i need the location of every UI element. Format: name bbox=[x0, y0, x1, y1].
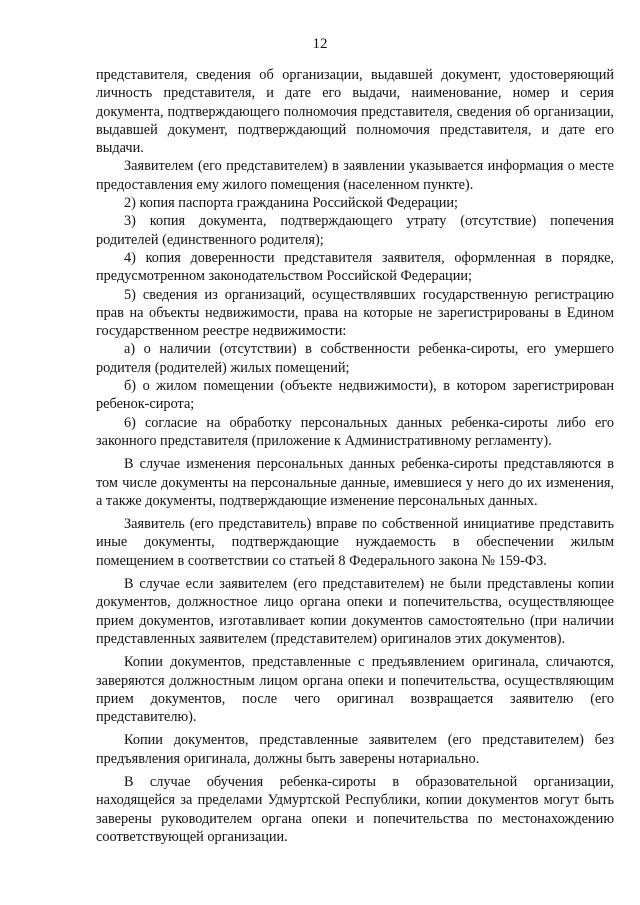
paragraph-representative-info: представителя, сведения об организации, выдавшей документ, удостоверяющий личность представителя, и дате его выдачи, наименование, номер и серия документа, подтверждающего полномочия представителя, сведения об организации, выдавшей документ, подтверждающий полномочия представителя, и дате его выдачи. bbox=[96, 67, 614, 157]
paragraph-item-5b-registration: б) о жилом помещении (объекте недвижимости), в котором зарегистрирован ребенок-сирота; bbox=[96, 378, 614, 413]
paragraph-copies-made-by-official: В случае если заявителем (его представителем) не были представлены копии документов, должностное лицо органа опеки и попечительства, осуществляющее прием документов, изготавливает копии документов самостоятельно (при наличии представленных заявителем (представителем) оригиналов этих документов). bbox=[96, 576, 614, 647]
paragraph-copies-notarized: Копии документов, представленные заявителем (его представителем) без предъявления оригинала, должны быть заверены нотариально. bbox=[96, 732, 614, 767]
paragraph-additional-documents: Заявитель (его представитель) вправе по собственной инициативе представить иные документы, подтверждающие нуждаемость в обеспечении жилым помещением в соответствии со статьей 8 Федерального закона № 159-ФЗ. bbox=[96, 516, 614, 569]
paragraph-item-6-consent: 6) согласие на обработку персональных данных ребенка-сироты либо его законного представителя (приложение к Административному регламенту). bbox=[96, 414, 614, 449]
paragraph-item-2-passport: 2) копия паспорта гражданина Российской Федерации; bbox=[124, 195, 459, 212]
page-number: 12 bbox=[312, 36, 328, 52]
paragraph-study-outside-republic: В случае обучения ребенка-сироты в образовательной организации, находящейся за пределами Удмуртской Республики, копии документов могут быть заверены руководителем органа опеки и попечительства по местонахождению соответствующей организации. bbox=[96, 773, 614, 845]
paragraph-place-of-housing: Заявителем (его представителем) в заявлении указывается информация о месте предоставления ему жилого помещения (населенном пункте). bbox=[96, 158, 614, 193]
paragraph-item-4-power-of-attorney: 4) копия доверенности представителя заявителя, оформленная в порядке, предусмотренном законодательством Российской Федерации; bbox=[96, 249, 614, 285]
document-body bbox=[96, 66, 614, 846]
paragraph-personal-data-change: В случае изменения персональных данных ребенка-сироты представляются в том числе документы на персональные данные, имевшиеся у него до их изменения, а также документы, подтверждающие изменение персональных данных. bbox=[96, 456, 614, 509]
paragraph-item-5a-ownership: а) о наличии (отсутствии) в собственности ребенка-сироты, его умершего родителя (родителей) жилых помещений; bbox=[96, 341, 614, 376]
paragraph-copies-with-original: Копии документов, представленные с предъявлением оригинала, сличаются, заверяются должностным лицом органа опеки и попечительства, осуществляющим прием документов, после чего оригинал возвращается заявителю (его представителю). bbox=[96, 654, 614, 726]
paragraph-item-5-real-estate: 5) сведения из организаций, осуществлявших государственную регистрацию прав на объекты недвижимости, права на которые не зарегистрированы в Едином государственном реестре недвижимости: bbox=[96, 286, 614, 340]
paragraph-item-3-parental-care: 3) копия документа, подтверждающего утрату (отсутствие) попечения родителей (единственного родителя); bbox=[96, 213, 614, 248]
